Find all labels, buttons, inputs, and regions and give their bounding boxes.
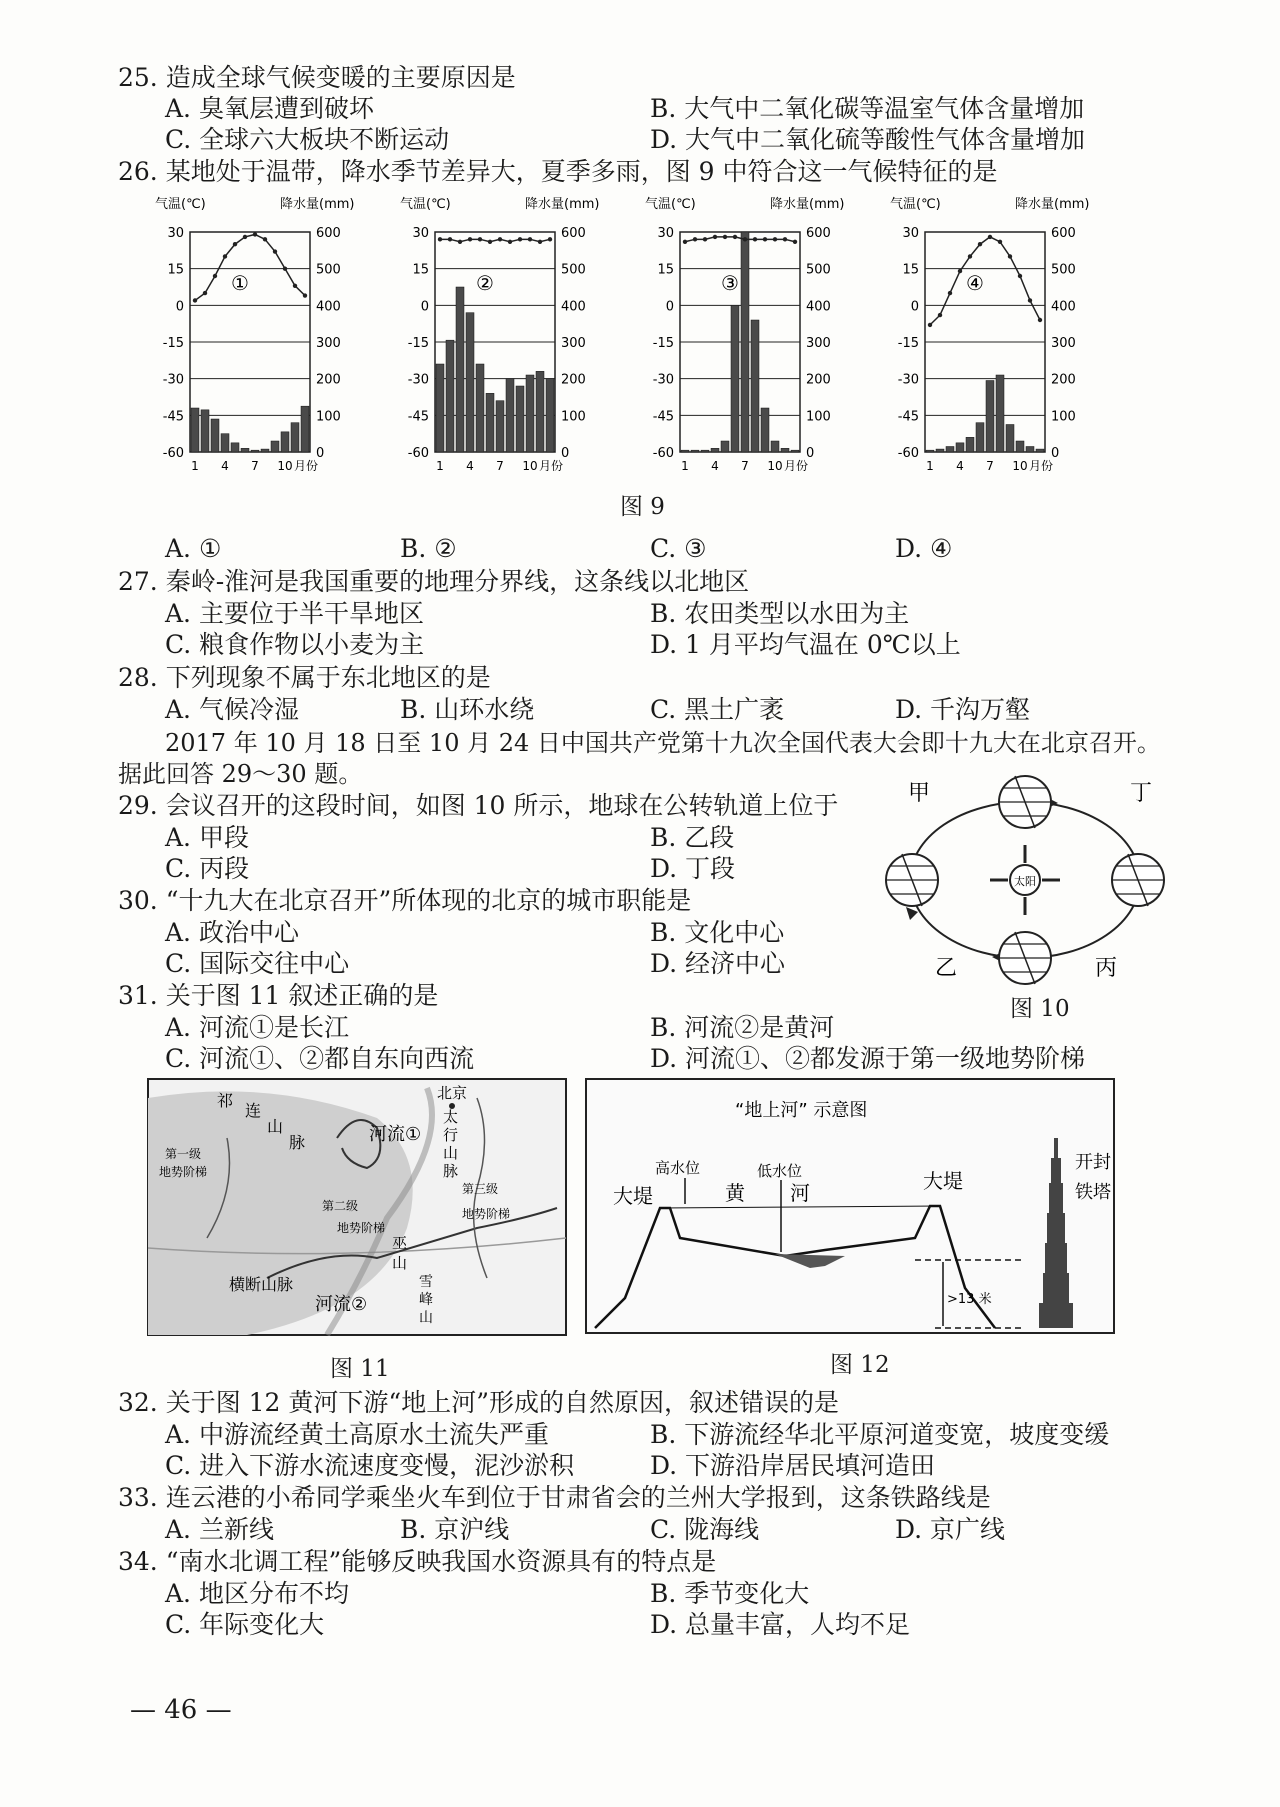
chart-2-temp-tick: 30 — [412, 226, 429, 241]
chart-3-x-tick: 1 — [681, 459, 689, 473]
chart-1-precip-tick: 600 — [316, 226, 341, 241]
q25-option-c: C. 全球六大板块不断运动 — [165, 125, 450, 154]
dike-right-label: 大堤 — [923, 1169, 963, 1193]
chart-4-precip-bar — [1026, 447, 1034, 453]
q31-option-a: A. 河流①是长江 — [165, 1013, 349, 1042]
chart-4-temp-point — [948, 291, 952, 295]
chart-1-temp-point — [293, 284, 297, 288]
figure-10-caption: 图 10 — [1010, 996, 1070, 1022]
figure-11-map — [147, 1078, 567, 1336]
dike-left-label: 大堤 — [613, 1184, 653, 1208]
chart-3-precip-tick: 300 — [806, 336, 831, 351]
chart-2-precip-bar — [436, 364, 444, 452]
chart-1-temp-tick: 15 — [167, 262, 184, 278]
intro-line-2: 据此回答 29～30 题。 — [118, 760, 363, 788]
chart-4-temp-tick: -60 — [897, 446, 919, 461]
label-wushan-shan: 山 — [392, 1254, 408, 1272]
chart-2-precip-tick: 200 — [561, 372, 586, 388]
q28-option-c: C. 黑土广袤 — [650, 695, 785, 724]
chart-3-x-tick: 4 — [711, 459, 719, 473]
chart-4-precip-axis-title: 降水量(mm) — [1015, 197, 1090, 212]
chart-1-temp-point — [243, 235, 247, 239]
chart-3-temp-point — [753, 237, 757, 241]
chart-4-precip-bar — [946, 447, 954, 453]
chart-4-temp-axis-title: 气温(℃) — [890, 197, 941, 212]
chart-4-temp-point — [938, 313, 942, 317]
chart-4-precip-tick: 600 — [1051, 226, 1076, 241]
he-label: 河 — [790, 1181, 810, 1205]
chart-1-temp-point — [253, 232, 257, 236]
label-step3-b: 地势阶梯 — [462, 1207, 511, 1221]
page-number: — 46 — — [130, 1695, 232, 1725]
chart-1-temp-line — [195, 234, 305, 300]
chart-3-precip-tick: 600 — [806, 226, 831, 241]
chart-2-x-tick: 4 — [466, 459, 474, 473]
chart-2-precip-tick: 300 — [561, 336, 586, 351]
earth-bottom — [999, 932, 1051, 984]
chart-1-x-tick: 10 — [277, 459, 293, 473]
q26-option-c: C. ③ — [650, 534, 707, 563]
fig12-title: “地上河” 示意图 — [735, 1100, 868, 1121]
chart-3-precip-tick: 200 — [806, 372, 831, 388]
chart-1-precip-bar — [291, 423, 299, 452]
chart-1-precip-tick: 400 — [316, 299, 341, 315]
chart-2-temp-line — [440, 239, 550, 241]
chart-1-precip-bar — [271, 441, 279, 452]
chart-4-temp-point — [1018, 274, 1022, 278]
chart-4-precip-bar — [936, 449, 944, 452]
chart-3-temp-point — [713, 235, 717, 239]
chart-2-temp-tick: -45 — [407, 409, 429, 425]
chart-4-temp-point — [958, 269, 962, 273]
label-step1-a: 第一级 — [165, 1147, 202, 1161]
chart-2-temp-point — [458, 240, 462, 244]
label-taihang-mai: 脉 — [443, 1162, 459, 1180]
question-31: 31. 关于图 11 叙述正确的是 — [118, 981, 439, 1010]
chart-3-precip-tick: 400 — [806, 299, 831, 315]
chart-1-x-tick: 4 — [221, 459, 229, 473]
chart-3-precip-bar — [711, 448, 719, 452]
orbit-arrow-left — [906, 907, 918, 920]
q31-option-b: B. 河流②是黄河 — [650, 1013, 835, 1042]
q34-option-b: B. 季节变化大 — [650, 1579, 810, 1608]
q30-option-c: C. 国际交往中心 — [165, 949, 350, 978]
chart-2-temp-point — [518, 237, 522, 241]
q34-option-c: C. 年际变化大 — [165, 1610, 325, 1639]
q32-option-a: A. 中游流经黄土高原水土流失严重 — [165, 1420, 549, 1449]
question-25: 25. 造成全球气候变暖的主要原因是 — [118, 63, 516, 92]
label-xuefeng-shan: 山 — [419, 1310, 433, 1326]
q34-option-a: A. 地区分布不均 — [165, 1579, 349, 1608]
q25-option-d: D. 大气中二氧化硫等酸性气体含量增加 — [650, 125, 1086, 154]
q28-option-a: A. 气候冷湿 — [165, 695, 299, 724]
chart-1-temp-point — [273, 249, 277, 253]
q33-option-b: B. 京沪线 — [400, 1515, 510, 1544]
chart-4-temp-tick: 15 — [902, 262, 919, 278]
chart-3-x-tick: 10 — [767, 459, 783, 473]
chart-2-precip-bar — [526, 375, 534, 452]
chart-2-temp-point — [528, 237, 532, 241]
chart-2-temp-point — [478, 237, 482, 241]
chart-3-temp-point — [743, 237, 747, 241]
earth-top — [999, 776, 1051, 828]
q29-option-a: A. 甲段 — [165, 823, 249, 852]
chart-4-temp-point — [1008, 254, 1012, 258]
label-hang: 行 — [443, 1126, 459, 1144]
label-shan: 山 — [267, 1117, 284, 1136]
chart-1-x-unit: 月份 — [294, 459, 319, 473]
q26-option-a: A. ① — [165, 534, 222, 563]
question-34: 34. “南水北调工程”能够反映我国水资源具有的特点是 — [118, 1547, 717, 1576]
chart-3-precip-bar — [751, 320, 759, 452]
q29-option-c: C. 丙段 — [165, 854, 250, 883]
huang-label: 黄 — [725, 1181, 745, 1205]
chart-4-temp-tick: -15 — [897, 336, 919, 351]
chart-1-temp-point — [223, 254, 227, 258]
chart-2-precip-bar — [536, 371, 544, 452]
chart-2-temp-point — [468, 237, 472, 241]
chart-3-precip-bar — [731, 305, 739, 452]
q31-option-d: D. 河流①、②都发源于第一级地势阶梯 — [650, 1044, 1086, 1073]
label-hengduan: 横断山脉 — [229, 1275, 294, 1294]
chart-4-precip-bar — [926, 450, 934, 452]
chart-2-precip-tick: 100 — [561, 409, 586, 425]
chart-4-x-tick: 1 — [926, 459, 934, 473]
chart-3-temp-axis-title: 气温(℃) — [645, 197, 696, 212]
chart-3-precip-bar — [701, 450, 709, 452]
chart-3-precip-bar — [771, 441, 779, 452]
chart-2-precip-axis-title: 降水量(mm) — [525, 197, 600, 212]
q27-option-d: D. 1 月平均气温在 0℃以上 — [650, 630, 961, 659]
chart-3-precip-bar — [721, 441, 729, 452]
kaifeng-label: 开封 — [1075, 1152, 1111, 1173]
chart-4-precip-tick: 300 — [1051, 336, 1076, 351]
chart-1-temp-tick: -45 — [162, 409, 184, 425]
chart-2-temp-point — [508, 240, 512, 244]
chart-2-x-tick: 7 — [496, 459, 504, 473]
chart-3-precip-bar — [741, 232, 749, 452]
label-yi: 乙 — [935, 956, 958, 981]
chart-2-temp-point — [548, 237, 552, 241]
chart-2-precip-tick: 600 — [561, 226, 586, 241]
question-32: 32. 关于图 12 黄河下游“地上河”形成的自然原因，叙述错误的是 — [118, 1388, 839, 1417]
chart-2-temp-tick: -30 — [407, 372, 429, 388]
q32-option-b: B. 下游流经华北平原河道变宽，坡度变缓 — [650, 1420, 1110, 1449]
chart-4-precip-tick: 400 — [1051, 299, 1076, 315]
chart-2-temp-point — [488, 240, 492, 244]
chart-4-precip-bar — [956, 443, 964, 452]
question-33: 33. 连云港的小希同学乘坐火车到位于甘肃省会的兰州大学报到，这条铁路线是 — [118, 1483, 991, 1512]
chart-3-precip-bar — [791, 450, 799, 452]
q28-option-b: B. 山环水绕 — [400, 695, 535, 724]
chart-2-temp-tick: -15 — [407, 336, 429, 351]
chart-2-x-tick: 10 — [522, 459, 538, 473]
q27-option-b: B. 农田类型以水田为主 — [650, 599, 910, 628]
chart-1-precip-bar — [301, 406, 309, 452]
chart-1-x-tick: 7 — [251, 459, 259, 473]
chart-3-precip-tick: 0 — [806, 446, 815, 461]
label-lian: 连 — [245, 1101, 262, 1120]
chart-3-temp-tick: -45 — [652, 409, 674, 425]
label-step3-a: 第三级 — [462, 1182, 499, 1196]
label-step2-a: 第二级 — [322, 1199, 359, 1213]
q32-option-d: D. 下游沿岸居民填河造田 — [650, 1451, 936, 1480]
chart-3-temp-tick: 0 — [665, 299, 674, 315]
chart-2-x-unit: 月份 — [539, 459, 564, 473]
figure-12-raised-river — [585, 1078, 1115, 1334]
chart-1-temp-tick: -30 — [162, 372, 184, 388]
chart-4-temp-point — [1038, 318, 1042, 322]
chart-4-precip-bar — [966, 437, 974, 452]
low-water-label: 低水位 — [757, 1162, 803, 1180]
q29-option-d: D. 丁段 — [650, 854, 736, 883]
chart-2-precip-bar — [506, 379, 514, 452]
chart-4-label: ④ — [966, 271, 984, 295]
chart-4-x-tick: 4 — [956, 459, 964, 473]
chart-4-temp-point — [998, 240, 1002, 244]
chart-3-temp-tick: -15 — [652, 336, 674, 351]
chart-4-precip-tick: 100 — [1051, 409, 1076, 425]
q26-option-b: B. ② — [400, 534, 457, 563]
chart-3-precip-bar — [681, 450, 689, 452]
figure-10-orbit — [880, 770, 1170, 1000]
chart-4-temp-line — [930, 237, 1040, 325]
chart-4-temp-point — [988, 235, 992, 239]
chart-1-precip-bar — [211, 419, 219, 452]
chart-4-temp-point — [978, 242, 982, 246]
chart-2-precip-bar — [446, 340, 454, 452]
chart-1-temp-point — [193, 298, 197, 302]
chart-4-x-tick: 10 — [1012, 459, 1028, 473]
question-30: 30. “十九大在北京召开”所体现的北京的城市职能是 — [118, 886, 692, 915]
label-bing: 丙 — [1095, 956, 1118, 981]
q31-option-c: C. 河流①、②都自东向西流 — [165, 1044, 475, 1073]
chart-1-precip-tick: 500 — [316, 262, 341, 278]
question-26: 26. 某地处于温带，降水季节差异大，夏季多雨，图 9 中符合这一气候特征的是 — [118, 157, 998, 186]
q30-option-b: B. 文化中心 — [650, 918, 785, 947]
chart-1-precip-bar — [201, 410, 209, 452]
chart-4-precip-bar — [1016, 441, 1024, 452]
label-river-2: 河流② — [315, 1294, 368, 1315]
chart-2-temp-point — [438, 237, 442, 241]
label-qi: 祁 — [217, 1091, 234, 1110]
chart-2-temp-point — [538, 240, 542, 244]
chart-3-temp-tick: -60 — [652, 446, 674, 461]
chart-4-temp-tick: -45 — [897, 409, 919, 425]
chart-3-label: ③ — [721, 271, 739, 295]
chart-3-temp-tick: 30 — [657, 226, 674, 241]
q25-option-b: B. 大气中二氧化碳等温室气体含量增加 — [650, 94, 1085, 123]
chart-1-precip-tick: 100 — [316, 409, 341, 425]
chart-4-temp-point — [928, 323, 932, 327]
q33-option-a: A. 兰新线 — [165, 1515, 274, 1544]
q32-option-c: C. 进入下游水流速度变慢，泥沙淤积 — [165, 1451, 575, 1480]
chart-4-precip-tick: 200 — [1051, 372, 1076, 388]
chart-3-precip-tick: 500 — [806, 262, 831, 278]
chart-1-temp-point — [283, 266, 287, 270]
chart-2-temp-point — [448, 237, 452, 241]
chart-4-x-unit: 月份 — [1029, 459, 1054, 473]
label-xue: 雪 — [419, 1274, 433, 1290]
chart-2-precip-tick: 500 — [561, 262, 586, 278]
chart-3-precip-bar — [781, 448, 789, 452]
chart-1-precip-tick: 300 — [316, 336, 341, 351]
question-28: 28. 下列现象不属于东北地区的是 — [118, 663, 491, 692]
chart-2-precip-bar — [466, 313, 474, 452]
q29-option-b: B. 乙段 — [650, 823, 735, 852]
chart-2-temp-point — [498, 237, 502, 241]
chart-1-precip-bar — [251, 450, 259, 452]
q30-option-a: A. 政治中心 — [165, 918, 299, 947]
chart-2-precip-bar — [496, 401, 504, 452]
chart-2-precip-bar — [516, 386, 524, 452]
label-jia: 甲 — [908, 781, 931, 806]
chart-3-temp-tick: -30 — [652, 372, 674, 388]
chart-1-precip-tick: 0 — [316, 446, 325, 461]
figure-9-climate-charts — [150, 192, 1130, 482]
chart-2-temp-tick: 0 — [420, 299, 429, 315]
chart-1-precip-bar — [261, 449, 269, 452]
chart-1-temp-tick: 0 — [175, 299, 184, 315]
chart-1-precip-bar — [231, 443, 239, 452]
chart-1-temp-axis-title: 气温(℃) — [155, 197, 206, 212]
q33-option-d: D. 京广线 — [895, 1515, 1006, 1544]
chart-1-precip-tick: 200 — [316, 372, 341, 388]
chart-1-precip-bar — [281, 432, 289, 452]
height-label: >13 米 — [947, 1292, 992, 1307]
chart-2-precip-bar — [486, 393, 494, 452]
chart-3-temp-point — [693, 237, 697, 241]
q34-option-d: D. 总量丰富，人均不足 — [650, 1610, 911, 1639]
chart-4-temp-point — [968, 254, 972, 258]
chart-3-x-tick: 7 — [741, 459, 749, 473]
label-river-1: 河流① — [369, 1124, 422, 1145]
high-water-label: 高水位 — [655, 1159, 701, 1177]
chart-1-precip-axis-title: 降水量(mm) — [280, 197, 355, 212]
chart-3-temp-point — [773, 237, 777, 241]
chart-1-precip-bar — [191, 408, 199, 452]
chart-4-temp-tick: -30 — [897, 372, 919, 388]
chart-1-precip-bar — [221, 434, 229, 452]
label-mai: 脉 — [289, 1133, 306, 1152]
chart-1-temp-tick: -15 — [162, 336, 184, 351]
chart-1-x-tick: 1 — [191, 459, 199, 473]
chart-4-precip-bar — [976, 423, 984, 452]
question-27: 27. 秦岭-淮河是我国重要的地理分界线，这条线以北地区 — [118, 567, 750, 596]
chart-2-temp-tick: -60 — [407, 446, 429, 461]
chart-3-temp-point — [783, 237, 787, 241]
chart-2-precip-tick: 0 — [561, 446, 570, 461]
label-step1-b: 地势阶梯 — [159, 1165, 208, 1179]
chart-4-temp-tick: 30 — [902, 226, 919, 241]
label-step2-b: 地势阶梯 — [337, 1221, 386, 1235]
chart-3-precip-bar — [691, 450, 699, 452]
q33-option-c: C. 陇海线 — [650, 1515, 760, 1544]
earth-right — [1112, 854, 1164, 906]
chart-3-temp-tick: 15 — [657, 262, 674, 278]
chart-3-precip-axis-title: 降水量(mm) — [770, 197, 845, 212]
chart-1-temp-point — [213, 274, 217, 278]
chart-4-precip-bar — [1036, 449, 1044, 452]
q26-option-d: D. ④ — [895, 534, 953, 563]
chart-4-temp-tick: 0 — [910, 299, 919, 315]
chart-3-temp-point — [733, 235, 737, 239]
label-ding: 丁 — [1130, 781, 1153, 806]
chart-3-temp-line — [685, 237, 795, 242]
chart-3-precip-bar — [761, 408, 769, 452]
figure-12-caption: 图 12 — [830, 1352, 890, 1378]
chart-2-x-tick: 1 — [436, 459, 444, 473]
chart-1-temp-point — [233, 242, 237, 246]
label-beijing: 北京 — [437, 1084, 468, 1102]
figure-11-caption: 图 11 — [330, 1356, 390, 1382]
chart-3-precip-tick: 100 — [806, 409, 831, 425]
q27-option-c: C. 粮食作物以小麦为主 — [165, 630, 425, 659]
chart-2-temp-axis-title: 气温(℃) — [400, 197, 451, 212]
chart-2-precip-tick: 400 — [561, 299, 586, 315]
q30-option-d: D. 经济中心 — [650, 949, 786, 978]
chart-2-temp-tick: 15 — [412, 262, 429, 278]
chart-1-temp-tick: 30 — [167, 226, 184, 241]
chart-3-temp-point — [763, 237, 767, 241]
chart-2-precip-bar — [546, 379, 554, 452]
chart-4-precip-bar — [1006, 425, 1014, 453]
figure-9-caption: 图 9 — [620, 494, 665, 520]
chart-3-temp-point — [683, 240, 687, 244]
label-taihang-shan: 山 — [443, 1144, 459, 1162]
chart-4-precip-tick: 500 — [1051, 262, 1076, 278]
chart-4-temp-point — [1028, 298, 1032, 302]
chart-1-temp-point — [303, 293, 307, 297]
chart-1-temp-tick: -60 — [162, 446, 184, 461]
chart-2-precip-bar — [476, 364, 484, 452]
intro-line-1: 2017 年 10 月 18 日至 10 月 24 日中国共产党第十九次全国代表大会即十九大在北京召开。 — [165, 729, 1161, 757]
chart-2-precip-bar — [456, 287, 464, 452]
q25-option-a: A. 臭氧层遭到破坏 — [165, 94, 374, 123]
chart-1-temp-point — [263, 237, 267, 241]
chart-4-precip-bar — [986, 381, 994, 453]
chart-4-precip-tick: 0 — [1051, 446, 1060, 461]
chart-1-temp-point — [203, 291, 207, 295]
label-tai: 太 — [443, 1108, 459, 1126]
chart-1-precip-bar — [241, 448, 249, 452]
q27-option-a: A. 主要位于半干旱地区 — [165, 599, 424, 628]
chart-3-temp-point — [703, 237, 707, 241]
chart-3-x-unit: 月份 — [784, 459, 809, 473]
earth-left — [886, 854, 938, 906]
tieta-label: 铁塔 — [1075, 1182, 1111, 1203]
sun-label: 太阳 — [1014, 875, 1036, 888]
chart-2-label: ② — [476, 271, 494, 295]
chart-4-x-tick: 7 — [986, 459, 994, 473]
question-29: 29. 会议召开的这段时间，如图 10 所示，地球在公转轨道上位于 — [118, 791, 839, 820]
chart-4-precip-bar — [996, 375, 1004, 452]
label-wu: 巫 — [392, 1234, 408, 1252]
label-feng: 峰 — [419, 1292, 433, 1308]
q28-option-d: D. 千沟万壑 — [895, 695, 1031, 724]
chart-1-label: ① — [231, 271, 249, 295]
chart-3-temp-point — [793, 240, 797, 244]
chart-3-temp-point — [723, 235, 727, 239]
